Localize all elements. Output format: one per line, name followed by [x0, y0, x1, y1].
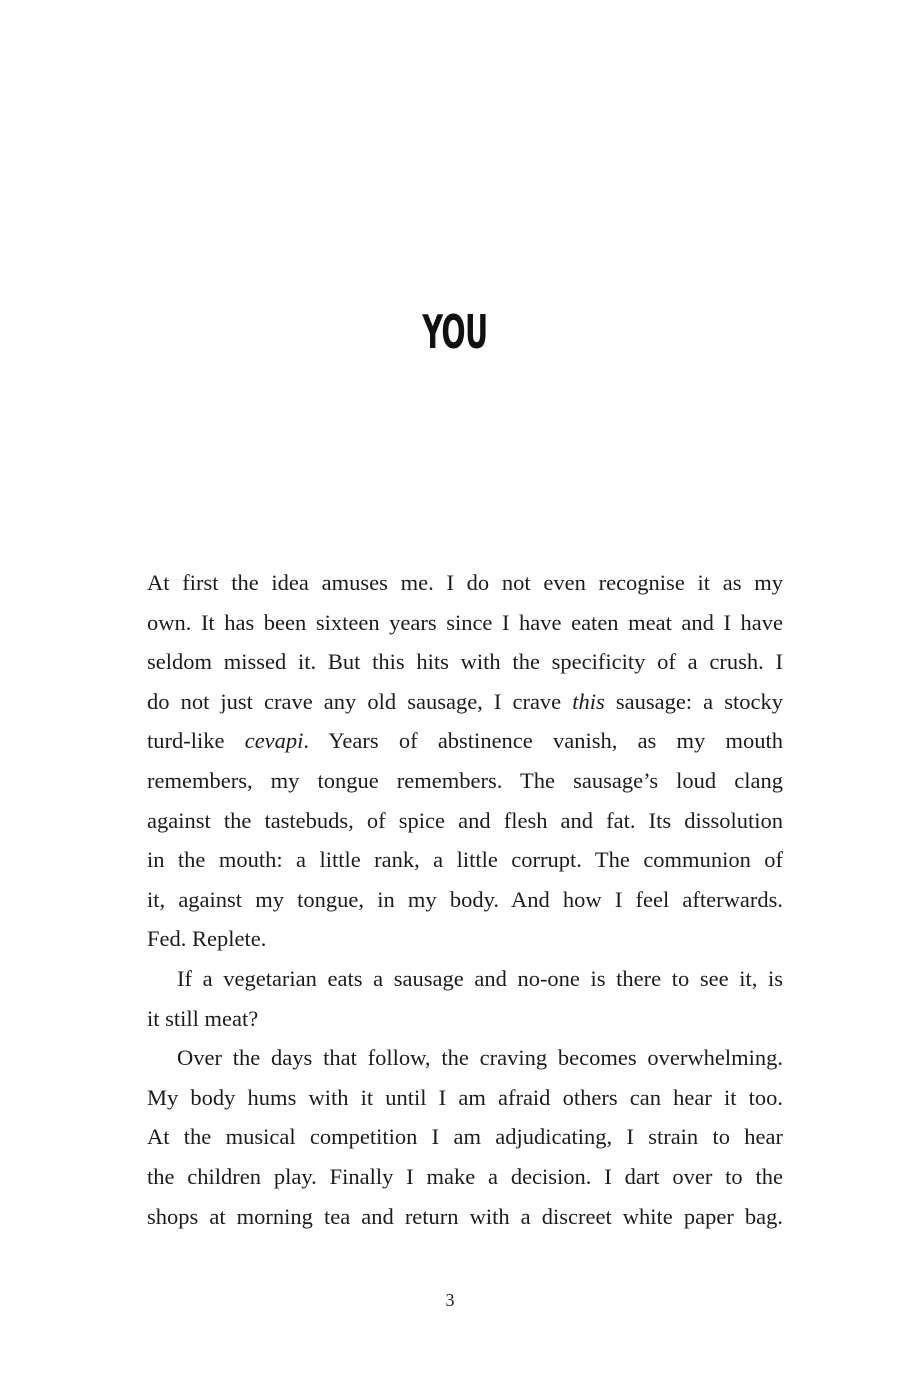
text-run: . Years of abstinence vanish, as my mouth	[303, 728, 783, 754]
emphasis-cevapi: cevapi	[244, 728, 304, 754]
text-line-with-emphasis	[147, 682, 783, 722]
text-run: do not just crave any old sausage, I crave	[147, 688, 573, 714]
text-line-with-emphasis	[147, 721, 783, 761]
body-text	[147, 563, 783, 1236]
text-line: At first the idea amuses me. I do not even recognise it as my	[147, 570, 783, 595]
text-line: Fed. Replete.	[147, 926, 267, 952]
paragraph-1	[147, 563, 783, 959]
text-line: shops at morning tea and return with a discreet white paper bag.	[147, 1203, 783, 1229]
page-number: 3	[445, 1290, 455, 1310]
chapter-title: YOU	[422, 305, 488, 359]
text-line: remembers, my tongue remembers. The sausage’s loud clang	[147, 767, 783, 793]
paragraph-2	[147, 959, 783, 1038]
text-run: turd-like	[147, 728, 245, 754]
paragraph-3	[147, 1038, 783, 1236]
text-line: own. It has been sixteen years since I have eaten meat and I have	[147, 609, 783, 635]
text-line: against the tastebuds, of spice and flesh and fat. Its dissolution	[147, 807, 783, 833]
text-line: seldom missed it. But this hits with the specificity of a crush. I	[147, 649, 783, 675]
text-line: it, against my tongue, in my body. And how I feel afterwards.	[147, 886, 783, 912]
text-line: If a vegetarian eats a sausage and no-one is there to see it, is	[177, 965, 783, 991]
text-line: At the musical competition I am adjudicating, I strain to hear	[147, 1124, 783, 1150]
text-line: in the mouth: a little rank, a little corrupt. The communion of	[147, 847, 783, 873]
text-run: sausage: a stocky	[604, 688, 783, 714]
text-line: Over the days that follow, the craving becomes overwhelming.	[177, 1045, 783, 1071]
text-line: it still meat?	[147, 1005, 259, 1031]
emphasis-this: this	[572, 688, 605, 714]
text-line: My body hums with it until I am afraid others can hear it too.	[147, 1084, 783, 1110]
text-line: the children play. Finally I make a decision. I dart over to the	[147, 1163, 783, 1189]
